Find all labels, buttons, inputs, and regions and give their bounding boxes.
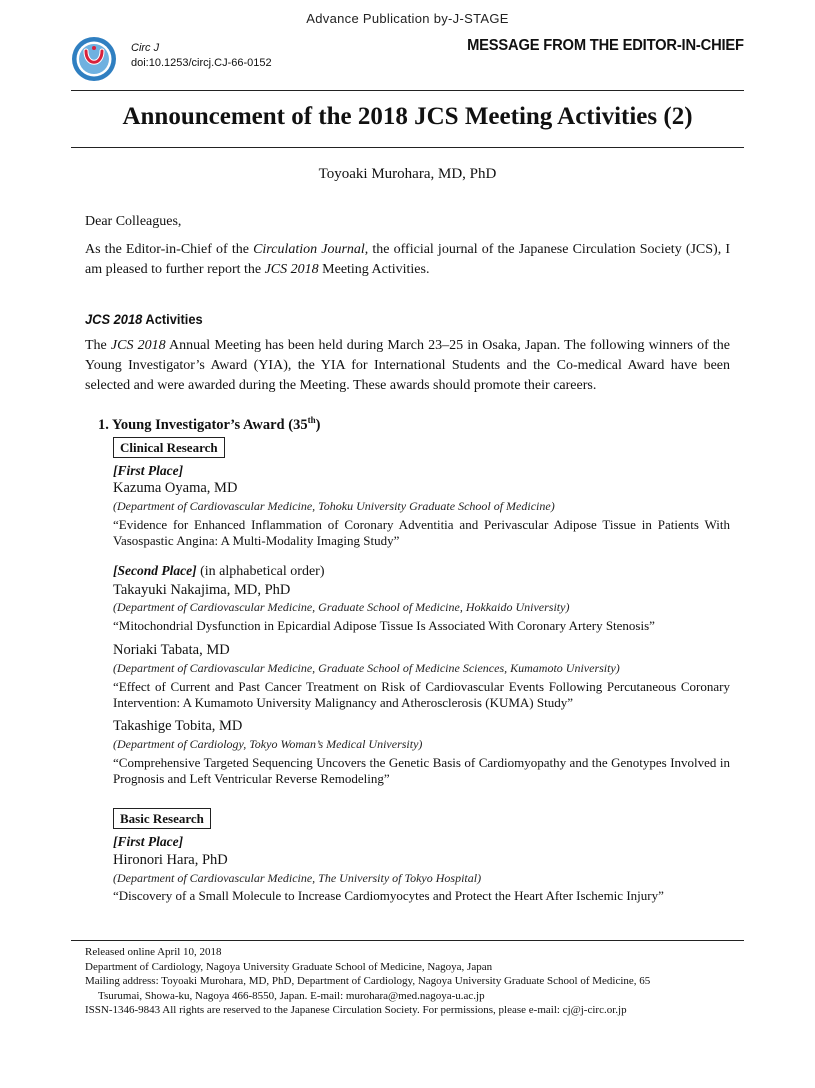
- second-place-label: [Second Place] (in alphabetical order): [113, 563, 325, 579]
- winner-name: Kazuma Oyama, MD: [113, 480, 238, 496]
- doi: doi:10.1253/circj.CJ-66-0152: [131, 57, 272, 69]
- meeting-name: JCS 2018: [264, 262, 319, 277]
- activities-paragraph: The JCS 2018 Annual Meeting has been held during March 23–25 in Osaka, Japan. The following winners of the Young Investigator’s Award (YIA), the YIA for International Students and the Co-medical Award have been selected and were awarded during the Meeting. These awards should promote their careers.: [85, 338, 730, 393]
- basic-research-label: Basic Research: [113, 808, 211, 829]
- winner-title: “Effect of Current and Past Cancer Treatment on Risk of Cardiovascular Events Following Percutaneous Coronary Intervention: A Kumamoto University Malignancy and Atherosclerosis (KUMA) Study”: [113, 679, 730, 710]
- greeting: Dear Colleagues,: [85, 214, 182, 229]
- section-label: MESSAGE FROM THE EDITOR-IN-CHIEF: [467, 37, 744, 54]
- clinical-research-label: Clinical Research: [113, 437, 225, 458]
- first-place-label: [First Place]: [113, 834, 184, 849]
- winner-department: (Department of Cardiovascular Medicine, Graduate School of Medicine Sciences, Kumamoto University): [113, 661, 620, 675]
- winner-name: Takayuki Nakajima, MD, PhD: [113, 582, 291, 598]
- winner-title: “Evidence for Enhanced Inflammation of Coronary Adventitia and Perivascular Adipose Tissue in Patients With Vasospastic Angina: A Multi-Modality Imaging Study”: [113, 517, 730, 548]
- activities-heading: JCS 2018 Activities: [85, 311, 203, 327]
- winner-department: (Department of Cardiovascular Medicine, Tohoku University Graduate School of Medicine): [113, 499, 555, 513]
- author: Toyoaki Murohara, MD, PhD: [318, 166, 497, 182]
- winner-title: “Discovery of a Small Molecule to Increase Cardiomyocytes and Protect the Heart After Ischemic Injury”: [113, 888, 664, 903]
- intro-paragraph: As the Editor-in-Chief of the Circulation Journal, the official journal of the Japanese Circulation Society (JCS), I am pleased to further report the JCS 2018 Meeting Activities.: [85, 242, 730, 277]
- winner-title: “Comprehensive Targeted Sequencing Uncovers the Genetic Basis of Cardiomyopathy and the Genotypes Involved in Prognosis and Left Ventricular Reverse Remodeling”: [113, 755, 730, 786]
- article-title: Announcement of the 2018 JCS Meeting Activities (2): [122, 103, 693, 130]
- journal-abbrev: Circ J: [131, 42, 160, 54]
- winner-name: Hironori Hara, PhD: [113, 852, 228, 868]
- affiliation: Department of Cardiology, Nagoya University Graduate School of Medicine, Nagoya, Japan: [85, 960, 493, 973]
- release-date: Released online April 10, 2018: [85, 946, 222, 958]
- advance-publication-banner: Advance Publication by-J-STAGE: [306, 11, 509, 26]
- winner-name: Takashige Tobita, MD: [113, 718, 243, 734]
- winner-department: (Department of Cardiology, Tokyo Woman’s Medical University): [113, 737, 423, 751]
- jcs-logo-icon: [71, 36, 117, 82]
- winner-department: (Department of Cardiovascular Medicine, The University of Tokyo Hospital): [113, 871, 482, 885]
- mailing-address: Mailing address: Toyoaki Murohara, MD, PhD, Department of Cardiology, Nagoya University Graduate School of Medicine, 65: [85, 975, 651, 987]
- journal-name: Circulation Journal: [253, 242, 365, 257]
- mailing-address-cont: Tsurumai, Showa-ku, Nagoya 466-8550, Japan. E-mail: murohara@med.nagoya-u.ac.jp: [98, 989, 485, 1002]
- yia-heading: 1. Young Investigator’s Award (35th): [98, 415, 321, 433]
- winner-name: Noriaki Tabata, MD: [113, 642, 230, 658]
- footer-rule: [71, 940, 744, 941]
- header-rule: [71, 90, 744, 91]
- winner-title: “Mitochondrial Dysfunction in Epicardial Adipose Tissue Is Associated With Coronary Artery Stenosis”: [113, 618, 655, 633]
- title-rule: [71, 147, 744, 148]
- first-place-label: [First Place]: [113, 463, 184, 478]
- meeting-name: JCS 2018: [110, 338, 166, 353]
- issn-rights: ISSN-1346-9843 All rights are reserved to the Japanese Circulation Society. For permissions, please e-mail: cj@j-circ.or.jp: [85, 1004, 627, 1016]
- footer: [85, 945, 735, 1018]
- winner-department: (Department of Cardiovascular Medicine, Graduate School of Medicine, Hokkaido University): [113, 600, 570, 614]
